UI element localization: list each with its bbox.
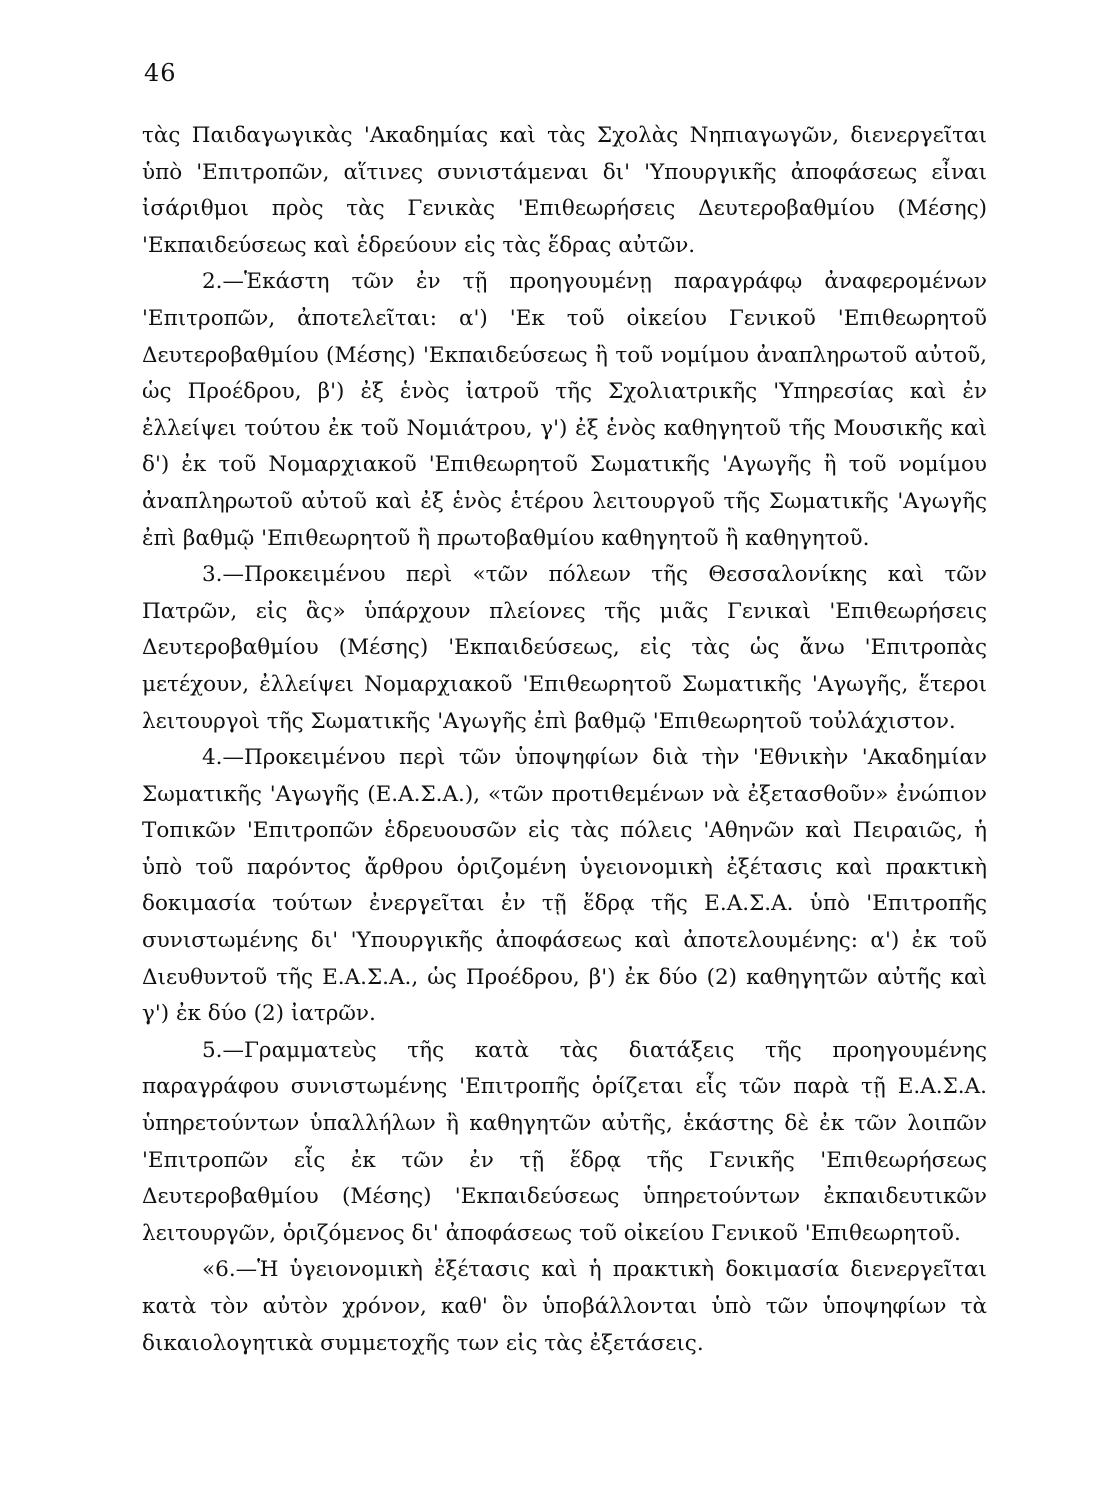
paragraph-3 [142,557,987,740]
paragraph-text: —Ἡ ὑγειονομικὴ ἐξέτασις καὶ ἡ πρακτικὴ δοκιμασία διενεργεῖται κατὰ τὸν αὐτὸν χρόνον, καθ' ὃν ὑποβάλλονται ὑπὸ τῶν ὑποψηφίων τὰ δικαιολογητικὰ συμμετοχῆς των εἰς τὰς ἐξετάσεις. [142,1257,987,1356]
paragraph-number: 5. [202,1037,223,1063]
page-number: 46 [144,59,177,87]
paragraph-number: 4. [202,745,223,771]
paragraph-2 [142,264,987,557]
paragraph-text: —Προκειμένου περὶ τῶν ὑποψηφίων διὰ τὴν 'Εθνικὴν 'Ακαδημίαν Σωματικῆς 'Αγωγῆς (Ε.Α.Σ.Α.), «τῶν προτιθεμένων νὰ ἐξετασθοῦν» ἐνώπιον Τοπικῶν 'Επιτροπῶν ἑδρευουσῶν εἰς τὰς πόλεις 'Αθηνῶν καὶ Πειραιῶς, ἡ ὑπὸ τοῦ παρόντος ἄρθρου ὁριζομένη ὑγειονομικὴ ἐξέτασις καὶ πρακτικὴ δοκιμασία τούτων ἐνεργεῖται ἐν τῇ ἕδρᾳ τῆς Ε.Α.Σ.Α. ὑπὸ 'Επιτροπῆς συνιστωμένης δι' 'Υπουργικῆς ἀποφάσεως καὶ ἀποτελουμένης: α') ἐκ τοῦ Διευθυντοῦ τῆς Ε.Α.Σ.Α., ὡς Προέδρου, β') ἐκ δύο (2) καθηγητῶν αὐτῆς καὶ γ') ἐκ δύο (2) ἰατρῶν. [142,745,987,1027]
paragraph-5 [142,1033,987,1253]
paragraph-number: 2. [202,269,223,295]
paragraph-text: —Προκειμένου περὶ «τῶν πόλεων τῆς Θεσσαλονίκης καὶ τῶν Πατρῶν, εἰς ἃς» ὑπάρχουν πλείονες τῆς μιᾶς Γενικαὶ 'Επιθεωρήσεις Δευτεροβαθμίου (Μέσης) 'Εκπαιδεύσεως, εἰς τὰς ὡς ἄνω 'Επιτροπὰς μετέχουν, ἐλλείψει Νομαρχιακοῦ 'Επιθεωρητοῦ Σωματικῆς 'Αγωγῆς, ἕτεροι λειτουργοὶ τῆς Σωματικῆς 'Αγωγῆς ἐπὶ βαθμῷ 'Επιθεωρητοῦ τοὐλάχιστον. [142,562,987,734]
paragraph-number: 3. [202,562,223,588]
paragraph-number: «6. [202,1257,236,1283]
paragraph-text: τὰς Παιδαγωγικὰς 'Ακαδημίας καὶ τὰς Σχολὰς Νηπιαγωγῶν, διενεργεῖται ὑπὸ 'Επιτροπῶν, αἵτινες συνιστάμεναι δι' 'Υπουργικῆς ἀποφάσεως εἶναι ἰσάριθμοι πρὸς τὰς Γενικὰς 'Επιθεωρήσεις Δευτεροβαθμίου (Μέσης) 'Εκπαιδεύσεως καὶ ἑδρεύουν εἰς τὰς ἕδρας αὐτῶν. [142,123,987,258]
paragraph-text: —Ἑκάστη τῶν ἐν τῇ προηγουμένῃ παραγράφῳ ἀναφερομένων 'Επιτροπῶν, ἀποτελεῖται: α') 'Εκ τοῦ οἰκείου Γενικοῦ 'Επιθεωρητοῦ Δευτεροβαθμίου (Μέσης) 'Εκπαιδεύσεως ἢ τοῦ νομίμου ἀναπληρωτοῦ αὐτοῦ, ὡς Προέδρου, β') ἐξ ἑνὸς ἰατροῦ τῆς Σχολιατρικῆς 'Υπηρεσίας καὶ ἐν ἐλλείψει τούτου ἐκ τοῦ Νομιάτρου, γ') ἐξ ἑνὸς καθηγητοῦ τῆς Μουσικῆς καὶ δ') ἐκ τοῦ Νομαρχιακοῦ 'Επιθεωρητοῦ Σωματικῆς 'Αγωγῆς ἢ τοῦ νομίμου ἀναπληρωτοῦ αὐτοῦ καὶ ἐξ ἑνὸς ἑτέρου λειτουργοῦ τῆς Σωματικῆς 'Αγωγῆς ἐπὶ βαθμῷ 'Επιθεωρητοῦ ἢ πρωτοβαθμίου καθηγητοῦ ἢ καθηγητοῦ. [142,269,987,551]
body-text [142,118,987,1362]
paragraph-continued [142,118,987,264]
paragraph-4 [142,740,987,1033]
paragraph-6 [142,1252,987,1362]
paragraph-text: —Γραμματεὺς τῆς κατὰ τὰς διατάξεις τῆς προηγουμένης παραγράφου συνιστωμένης 'Επιτροπῆς ὁρίζεται εἷς τῶν παρὰ τῇ Ε.Α.Σ.Α. ὑπηρετούντων ὑπαλλήλων ἢ καθηγητῶν αὐτῆς, ἑκάστης δὲ ἐκ τῶν λοιπῶν 'Επιτροπῶν εἷς ἐκ τῶν ἐν τῇ ἕδρᾳ τῆς Γενικῆς 'Επιθεωρήσεως Δευτεροβαθμίου (Μέσης) 'Εκπαιδεύσεως ὑπηρετούντων ἐκπαιδευτικῶν λειτουργῶν, ὁριζόμενος δι' ἀποφάσεως τοῦ οἰκείου Γενικοῦ 'Επιθεωρητοῦ. [142,1037,987,1246]
